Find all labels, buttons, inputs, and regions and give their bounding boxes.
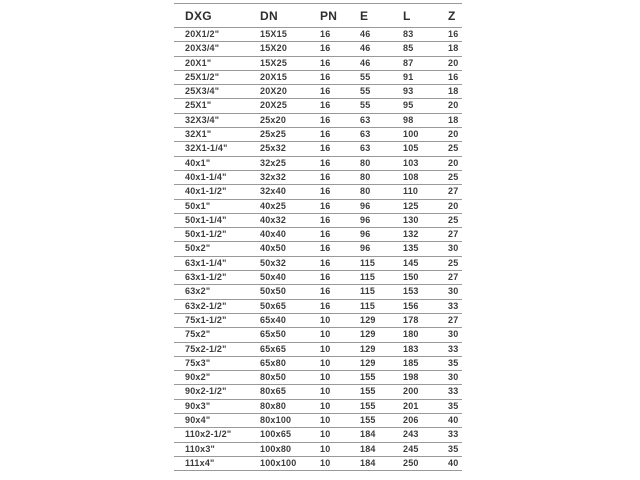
cell-pn: 10	[320, 371, 360, 385]
cell-z: 25	[448, 142, 462, 156]
cell-z: 25	[448, 213, 462, 227]
cell-z: 33	[448, 428, 462, 442]
cell-l: 183	[403, 342, 448, 356]
cell-dn: 32x25	[260, 156, 320, 170]
cell-pn: 16	[320, 70, 360, 84]
cell-e: 63	[360, 128, 403, 142]
cell-dxg: 90x2-1/2"	[174, 385, 260, 399]
table-row	[174, 185, 462, 199]
cell-pn: 16	[320, 199, 360, 213]
cell-pn: 16	[320, 28, 360, 42]
cell-dxg: 90x3"	[174, 399, 260, 413]
table-row	[174, 299, 462, 313]
cell-dxg: 75x1-1/2"	[174, 313, 260, 327]
table-row	[174, 242, 462, 256]
cell-z: 27	[448, 271, 462, 285]
cell-e: 46	[360, 28, 403, 42]
cell-l: 110	[403, 185, 448, 199]
cell-dxg: 110x3"	[174, 442, 260, 456]
column-header-z: Z	[448, 4, 462, 28]
cell-dxg: 32X1-1/4"	[174, 142, 260, 156]
cell-z: 30	[448, 285, 462, 299]
cell-z: 33	[448, 385, 462, 399]
cell-dn: 32x32	[260, 170, 320, 184]
table-row	[174, 399, 462, 413]
cell-pn: 10	[320, 414, 360, 428]
cell-e: 63	[360, 142, 403, 156]
cell-l: 125	[403, 199, 448, 213]
cell-l: 135	[403, 242, 448, 256]
cell-dxg: 50x1-1/2"	[174, 228, 260, 242]
cell-l: 178	[403, 313, 448, 327]
cell-z: 18	[448, 42, 462, 56]
table-row	[174, 142, 462, 156]
cell-dn: 25x20	[260, 113, 320, 127]
cell-dxg: 25X3/4"	[174, 85, 260, 99]
table-row	[174, 42, 462, 56]
table-row	[174, 428, 462, 442]
cell-z: 35	[448, 399, 462, 413]
cell-dxg: 40x1-1/4"	[174, 170, 260, 184]
cell-dxg: 50x2"	[174, 242, 260, 256]
cell-dxg: 20X3/4"	[174, 42, 260, 56]
cell-pn: 10	[320, 442, 360, 456]
cell-dn: 40x40	[260, 228, 320, 242]
cell-l: 132	[403, 228, 448, 242]
cell-l: 245	[403, 442, 448, 456]
column-header-pn: PN	[320, 4, 360, 28]
table-row	[174, 99, 462, 113]
dimension-table-container	[174, 3, 462, 471]
cell-dxg: 25X1"	[174, 99, 260, 113]
cell-z: 20	[448, 156, 462, 170]
cell-l: 130	[403, 213, 448, 227]
cell-l: 156	[403, 299, 448, 313]
table-row	[174, 213, 462, 227]
cell-z: 20	[448, 56, 462, 70]
cell-dxg: 32X1"	[174, 128, 260, 142]
table-row	[174, 28, 462, 42]
column-header-l: L	[403, 4, 448, 28]
cell-dxg: 75x2"	[174, 328, 260, 342]
cell-l: 206	[403, 414, 448, 428]
cell-e: 155	[360, 371, 403, 385]
cell-pn: 10	[320, 456, 360, 470]
cell-z: 16	[448, 70, 462, 84]
cell-e: 46	[360, 42, 403, 56]
cell-pn: 16	[320, 256, 360, 270]
cell-dn: 80x50	[260, 371, 320, 385]
table-row	[174, 285, 462, 299]
cell-dn: 100x65	[260, 428, 320, 442]
cell-dn: 15X25	[260, 56, 320, 70]
cell-dn: 65x80	[260, 356, 320, 370]
cell-pn: 16	[320, 228, 360, 242]
cell-l: 198	[403, 371, 448, 385]
cell-l: 103	[403, 156, 448, 170]
cell-dn: 100x80	[260, 442, 320, 456]
cell-dxg: 20X1"	[174, 56, 260, 70]
cell-e: 63	[360, 113, 403, 127]
cell-l: 145	[403, 256, 448, 270]
cell-dxg: 63x1-1/2"	[174, 271, 260, 285]
cell-dn: 65x65	[260, 342, 320, 356]
cell-dn: 15X20	[260, 42, 320, 56]
cell-z: 40	[448, 414, 462, 428]
table-row	[174, 56, 462, 70]
table-row	[174, 228, 462, 242]
cell-z: 30	[448, 242, 462, 256]
column-header-e: E	[360, 4, 403, 28]
cell-dxg: 40x1"	[174, 156, 260, 170]
cell-dxg: 25X1/2"	[174, 70, 260, 84]
cell-l: 95	[403, 99, 448, 113]
cell-l: 200	[403, 385, 448, 399]
cell-e: 129	[360, 342, 403, 356]
cell-dxg: 50x1"	[174, 199, 260, 213]
cell-dxg: 32X3/4"	[174, 113, 260, 127]
cell-z: 27	[448, 313, 462, 327]
cell-dxg: 90x2"	[174, 371, 260, 385]
cell-z: 18	[448, 85, 462, 99]
cell-pn: 10	[320, 328, 360, 342]
cell-pn: 16	[320, 185, 360, 199]
cell-e: 96	[360, 242, 403, 256]
cell-e: 129	[360, 313, 403, 327]
cell-pn: 16	[320, 42, 360, 56]
cell-e: 129	[360, 328, 403, 342]
cell-l: 83	[403, 28, 448, 42]
cell-pn: 16	[320, 213, 360, 227]
cell-dn: 20X15	[260, 70, 320, 84]
cell-dxg: 63x2-1/2"	[174, 299, 260, 313]
cell-pn: 16	[320, 271, 360, 285]
cell-e: 155	[360, 414, 403, 428]
cell-pn: 16	[320, 128, 360, 142]
cell-dn: 65x40	[260, 313, 320, 327]
cell-e: 184	[360, 428, 403, 442]
cell-e: 55	[360, 70, 403, 84]
cell-dn: 65x50	[260, 328, 320, 342]
cell-dn: 25x25	[260, 128, 320, 142]
table-row	[174, 85, 462, 99]
cell-pn: 10	[320, 356, 360, 370]
cell-pn: 10	[320, 342, 360, 356]
cell-e: 55	[360, 99, 403, 113]
cell-l: 105	[403, 142, 448, 156]
cell-pn: 16	[320, 285, 360, 299]
cell-z: 33	[448, 342, 462, 356]
cell-dn: 80x100	[260, 414, 320, 428]
cell-z: 25	[448, 170, 462, 184]
cell-pn: 16	[320, 113, 360, 127]
cell-l: 150	[403, 271, 448, 285]
cell-dxg: 75x3"	[174, 356, 260, 370]
cell-e: 96	[360, 228, 403, 242]
cell-z: 33	[448, 299, 462, 313]
cell-dn: 20X25	[260, 99, 320, 113]
cell-z: 27	[448, 228, 462, 242]
cell-z: 18	[448, 113, 462, 127]
cell-z: 30	[448, 371, 462, 385]
header-row	[174, 4, 462, 28]
cell-dn: 15X15	[260, 28, 320, 42]
cell-dn: 50x65	[260, 299, 320, 313]
table-row	[174, 356, 462, 370]
pipe-fitting-dimension-table	[174, 3, 462, 471]
table-header-row	[174, 4, 462, 28]
cell-l: 250	[403, 456, 448, 470]
cell-pn: 10	[320, 313, 360, 327]
cell-dn: 20X20	[260, 85, 320, 99]
cell-e: 115	[360, 285, 403, 299]
cell-dxg: 63x2"	[174, 285, 260, 299]
cell-dxg: 90x4"	[174, 414, 260, 428]
cell-l: 87	[403, 56, 448, 70]
table-row	[174, 456, 462, 470]
cell-l: 153	[403, 285, 448, 299]
table-row	[174, 313, 462, 327]
cell-e: 184	[360, 442, 403, 456]
cell-z: 27	[448, 185, 462, 199]
cell-dxg: 50x1-1/4"	[174, 213, 260, 227]
cell-e: 96	[360, 199, 403, 213]
cell-pn: 16	[320, 299, 360, 313]
cell-z: 20	[448, 128, 462, 142]
cell-e: 80	[360, 156, 403, 170]
cell-e: 55	[360, 85, 403, 99]
cell-pn: 16	[320, 142, 360, 156]
cell-dxg: 75x2-1/2"	[174, 342, 260, 356]
cell-e: 115	[360, 271, 403, 285]
cell-l: 93	[403, 85, 448, 99]
cell-dn: 50x32	[260, 256, 320, 270]
cell-pn: 16	[320, 170, 360, 184]
cell-dn: 32x40	[260, 185, 320, 199]
cell-e: 115	[360, 256, 403, 270]
cell-dn: 80x80	[260, 399, 320, 413]
cell-z: 20	[448, 99, 462, 113]
cell-e: 46	[360, 56, 403, 70]
cell-z: 40	[448, 456, 462, 470]
cell-dn: 40x25	[260, 199, 320, 213]
cell-z: 25	[448, 256, 462, 270]
table-row	[174, 271, 462, 285]
table-row	[174, 414, 462, 428]
table-row	[174, 385, 462, 399]
cell-dn: 40x32	[260, 213, 320, 227]
column-header-dn: DN	[260, 4, 320, 28]
cell-e: 96	[360, 213, 403, 227]
cell-l: 85	[403, 42, 448, 56]
table-row	[174, 199, 462, 213]
table-row	[174, 442, 462, 456]
cell-pn: 16	[320, 56, 360, 70]
cell-l: 180	[403, 328, 448, 342]
column-header-dxg: DXG	[174, 4, 260, 28]
cell-dxg: 111x4"	[174, 456, 260, 470]
cell-dxg: 63x1-1/4"	[174, 256, 260, 270]
cell-dxg: 110x2-1/2"	[174, 428, 260, 442]
cell-dn: 50x50	[260, 285, 320, 299]
table-row	[174, 342, 462, 356]
cell-pn: 16	[320, 156, 360, 170]
cell-dn: 25x32	[260, 142, 320, 156]
cell-z: 35	[448, 356, 462, 370]
cell-l: 100	[403, 128, 448, 142]
cell-dn: 100x100	[260, 456, 320, 470]
table-row	[174, 113, 462, 127]
table-row	[174, 371, 462, 385]
table-row	[174, 128, 462, 142]
cell-pn: 16	[320, 99, 360, 113]
cell-l: 108	[403, 170, 448, 184]
cell-pn: 10	[320, 428, 360, 442]
cell-z: 20	[448, 199, 462, 213]
cell-dn: 80x65	[260, 385, 320, 399]
cell-dn: 50x40	[260, 271, 320, 285]
table-row	[174, 156, 462, 170]
cell-pn: 10	[320, 399, 360, 413]
cell-z: 30	[448, 328, 462, 342]
cell-e: 80	[360, 185, 403, 199]
cell-z: 35	[448, 442, 462, 456]
table-body	[174, 28, 462, 471]
table-row	[174, 256, 462, 270]
cell-e: 155	[360, 399, 403, 413]
cell-e: 155	[360, 385, 403, 399]
cell-l: 201	[403, 399, 448, 413]
cell-e: 129	[360, 356, 403, 370]
cell-e: 115	[360, 299, 403, 313]
cell-pn: 16	[320, 85, 360, 99]
cell-e: 80	[360, 170, 403, 184]
cell-dxg: 40x1-1/2"	[174, 185, 260, 199]
cell-l: 98	[403, 113, 448, 127]
cell-pn: 16	[320, 242, 360, 256]
cell-l: 243	[403, 428, 448, 442]
cell-z: 16	[448, 28, 462, 42]
cell-e: 184	[360, 456, 403, 470]
cell-dxg: 20X1/2"	[174, 28, 260, 42]
cell-dn: 40x50	[260, 242, 320, 256]
cell-l: 185	[403, 356, 448, 370]
table-row	[174, 328, 462, 342]
cell-l: 91	[403, 70, 448, 84]
table-row	[174, 70, 462, 84]
table-row	[174, 170, 462, 184]
cell-pn: 10	[320, 385, 360, 399]
